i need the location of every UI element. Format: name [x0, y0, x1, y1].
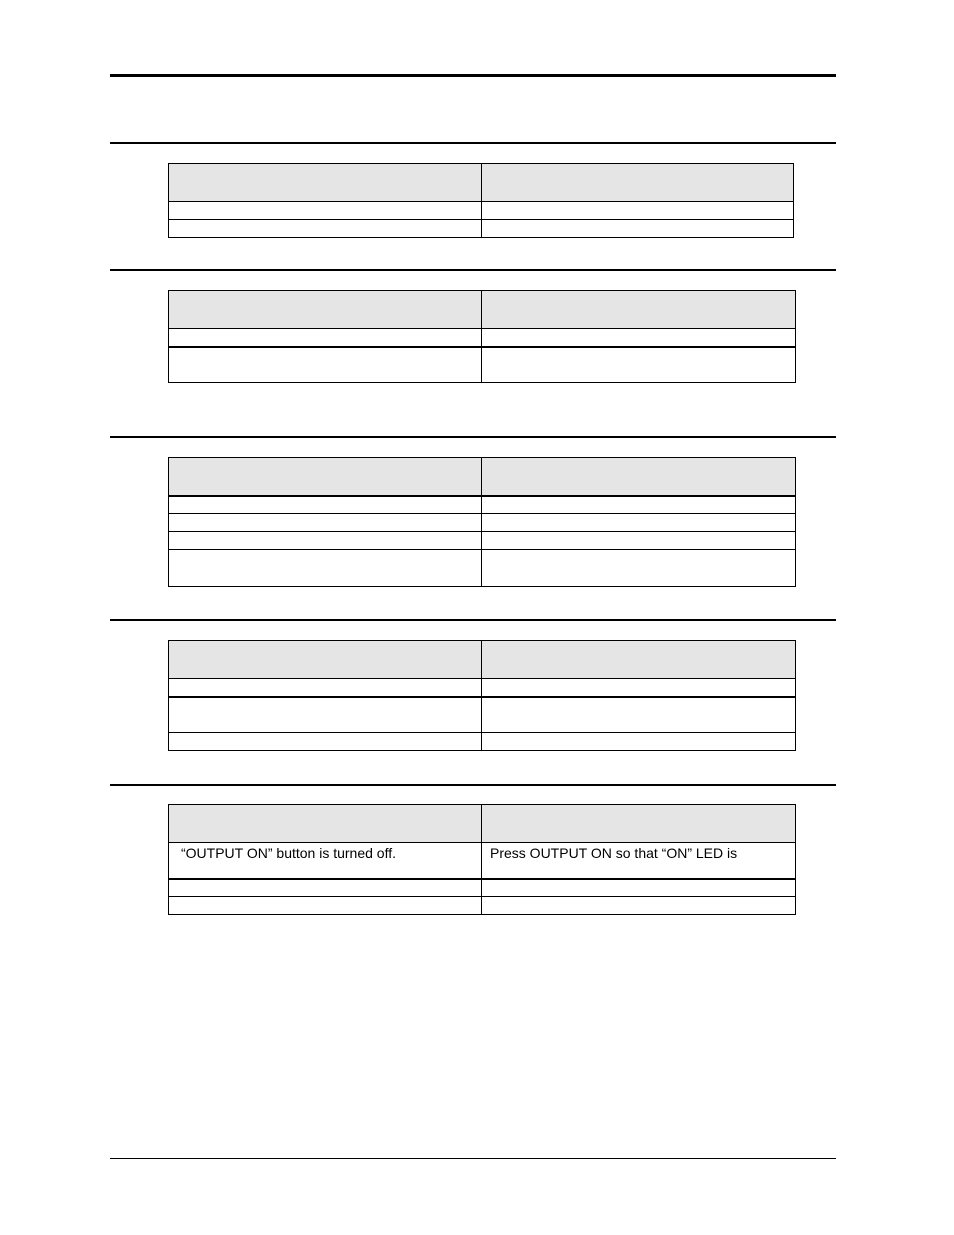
- table-cell: [482, 679, 796, 697]
- table-cell: [169, 347, 482, 383]
- troubleshooting-table-2: [168, 290, 796, 383]
- table-cell: [169, 329, 482, 347]
- table-row: [169, 733, 796, 751]
- header-cell: [169, 641, 482, 679]
- table-row: [169, 329, 796, 347]
- table-row: [169, 514, 796, 532]
- header-cell: [482, 164, 794, 202]
- table-row: [169, 879, 796, 897]
- header-cell: [169, 164, 482, 202]
- table-row: [169, 496, 796, 514]
- table-row: [169, 202, 794, 220]
- table-cell: [482, 897, 796, 915]
- table-row: [169, 679, 796, 697]
- table-cell: [169, 733, 482, 751]
- section-divider: [110, 142, 836, 144]
- symptom-text: “OUTPUT ON” button is turned off.: [181, 845, 397, 861]
- section-divider: [110, 784, 836, 786]
- table-cell: [482, 347, 796, 383]
- table-cell: [169, 496, 482, 514]
- section-divider: [110, 619, 836, 621]
- table-cell: [169, 897, 482, 915]
- table-row: [169, 550, 796, 587]
- footer-rule: [110, 1158, 836, 1159]
- table-row: [169, 347, 796, 383]
- section-divider: [110, 436, 836, 438]
- table-cell: [169, 220, 482, 238]
- troubleshooting-table-4: [168, 640, 796, 751]
- table-row: [169, 897, 796, 915]
- symptom-cell: [169, 843, 482, 879]
- section-divider: [110, 269, 836, 271]
- table-cell: [169, 550, 482, 587]
- table-row: [169, 843, 796, 879]
- troubleshooting-table-3: [168, 457, 796, 587]
- header-cell: [169, 291, 482, 329]
- remedy-text: Press OUTPUT ON so that “ON” LED is: [490, 845, 738, 861]
- table-cell: [482, 532, 796, 550]
- header-rule: [110, 74, 836, 77]
- remedy-cell: [482, 843, 796, 879]
- troubleshooting-table-5: [168, 804, 796, 915]
- table-cell: [482, 202, 794, 220]
- table-cell: [169, 679, 482, 697]
- header-cell: [482, 641, 796, 679]
- table-cell: [482, 496, 796, 514]
- table-cell: [482, 329, 796, 347]
- table-cell: [169, 514, 482, 532]
- header-cell: [482, 291, 796, 329]
- table-cell: [482, 550, 796, 587]
- table-row: [169, 697, 796, 733]
- header-cell: [482, 805, 796, 843]
- table-header-row: [169, 458, 796, 496]
- table-header-row: [169, 291, 796, 329]
- header-cell: [169, 458, 482, 496]
- table-header-row: [169, 805, 796, 843]
- table-row: [169, 220, 794, 238]
- header-cell: [482, 458, 796, 496]
- table-row: [169, 532, 796, 550]
- table-header-row: [169, 641, 796, 679]
- table-cell: [169, 532, 482, 550]
- table-cell: [482, 697, 796, 733]
- header-cell: [169, 805, 482, 843]
- table-header-row: [169, 164, 794, 202]
- table-cell: [169, 202, 482, 220]
- table-cell: [482, 879, 796, 897]
- table-cell: [169, 697, 482, 733]
- table-cell: [482, 514, 796, 532]
- troubleshooting-table-1: [168, 163, 794, 238]
- table-cell: [482, 733, 796, 751]
- table-cell: [482, 220, 794, 238]
- table-cell: [169, 879, 482, 897]
